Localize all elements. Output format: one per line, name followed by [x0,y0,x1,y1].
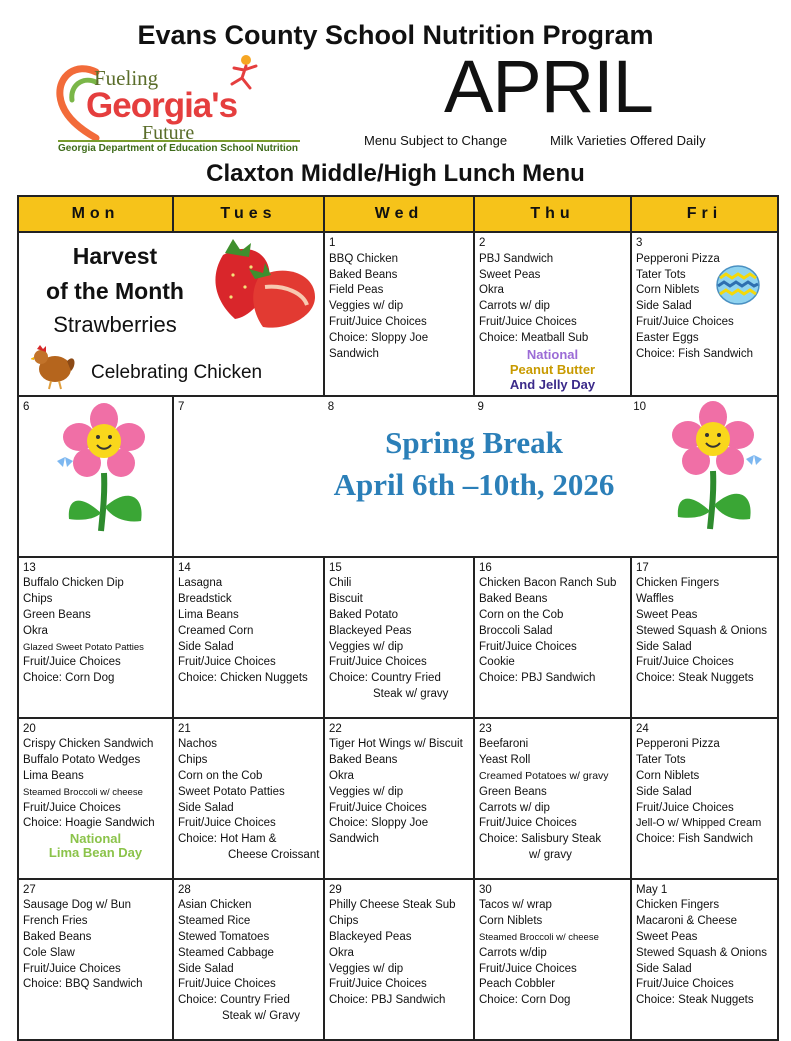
day-number: 16 [479,561,492,574]
harvest-block [25,239,205,339]
menu-item: Chips [329,915,359,928]
month-title: APRIL [444,45,653,128]
day-number: 14 [178,561,191,574]
menu-item: Side Salad [178,962,234,975]
week-row [18,396,778,557]
menu-item: Chicken Fingers [636,577,720,590]
menu-item: Field Peas [329,284,384,297]
menu-item: Chicken Fingers [636,899,720,912]
menu-item: Stewed Squash & Onions [636,624,768,637]
menu-item: Okra [479,284,504,297]
day-number: 29 [329,883,342,896]
menu-item: Sandwich [329,347,379,360]
menu-item: Fruit/Juice Choices [23,962,121,975]
day-number: May 1 [636,883,668,896]
celebrating-note: Celebrating Chicken [91,362,263,383]
menu-item: Choice: Sloppy Joe [329,817,429,830]
menu-item: Yeast Roll [479,754,531,767]
menu-item: Baked Beans [23,930,92,943]
day-number: 6 [23,400,30,413]
milk-note: Milk Varieties Offered Daily [550,133,706,148]
menu-item: Green Beans [479,785,547,798]
week-row [18,557,778,718]
menu-item: Veggies w/ dip [329,640,404,653]
day-number: 24 [636,722,649,735]
menu-item: Waffles [636,593,674,606]
menu-item: Okra [329,769,354,782]
weekday-header-row [18,196,778,232]
event-label: National [69,831,122,847]
menu-item: Veggies w/ dip [329,300,404,313]
menu-item: Okra [23,624,48,637]
day-number: 3 [636,237,643,249]
day-cell [631,557,778,718]
menu-item: Fruit/Juice Choices [329,656,427,669]
day-number: 15 [329,561,342,574]
day-cell [18,879,173,1040]
menu-item: Carrots w/ dip [479,801,550,814]
logo-divider [58,140,300,142]
menu-item: Fruit/Juice Choices [636,315,734,328]
menu-item: Lima Beans [178,608,239,621]
menu-item: Stewed Tomatoes [178,930,270,943]
day-number: 27 [23,883,36,896]
menu-item: Choice: Country Fried [178,994,290,1007]
menu-item: Steamed Broccoli w/ cheese [23,786,143,798]
menu-item: Side Salad [636,640,692,653]
menu-item: Okra [329,946,354,959]
menu-item: Easter Eggs [636,331,699,344]
harvest-title: Harvest [72,243,158,269]
menu-item: Sandwich [329,833,379,846]
menu-item: Fruit/Juice Choices [329,978,427,991]
menu-item: Chili [329,577,352,590]
menu-item: Green Beans [23,608,91,621]
logo-subtitle: Georgia Department of Education School Nutrition [58,143,299,154]
menu-item: Choice: Fish Sandwich [636,833,753,846]
menu-item: Carrots w/ dip [479,300,550,313]
menu-item: Crispy Chicken Sandwich [23,738,154,751]
day-cell [173,718,324,879]
menu-item: Beefaroni [479,738,529,751]
flower-icon [658,401,768,531]
menu-item: Sweet Peas [636,930,698,943]
menu-item: Choice: Sloppy Joe [329,331,429,344]
menu-item: Fruit/Juice Choices [178,656,276,669]
menu-item: Fruit/Juice Choices [178,817,276,830]
menu-item: Tater Tots [636,268,686,281]
menu-item: Choice: Steak Nuggets [636,994,754,1007]
weekday-header: Fri [631,196,778,232]
menu-item: Sweet Potato Patties [178,785,285,798]
event-label: National [526,346,579,362]
menu-item: Choice: BBQ Sandwich [23,978,143,991]
menu-item: Stewed Squash & Onions [636,946,768,959]
day-cell [18,396,173,557]
menu-item: Choice: Hoagie Sandwich [23,817,155,830]
menu-item: Lasagna [178,577,223,590]
menu-item: Pepperoni Pizza [636,252,720,265]
menu-item: Fruit/Juice Choices [636,656,734,669]
menu-item: Choice: PBJ Sandwich [329,994,446,1007]
menu-item: BBQ Chicken [329,252,399,265]
menu-item: Biscuit [329,593,363,606]
day-cell [324,232,474,396]
day-number: 28 [178,883,191,896]
menu-item: Fruit/Juice Choices [636,801,734,814]
logo-line2: Georgia's [86,86,238,125]
week-row [18,879,778,1040]
easter-egg-icon [716,264,760,306]
day-number: 8 [327,400,335,413]
menu-item: Veggies w/ dip [329,785,404,798]
hen-icon [31,343,77,391]
day-cell [18,718,173,879]
menu-item: Peach Cobbler [479,978,556,991]
menu-item: Sweet Peas [636,608,698,621]
menu-item: Fruit/Juice Choices [23,801,121,814]
menu-item: Blackeyed Peas [329,930,412,943]
menu-item: Corn Niblets [636,769,700,782]
menu-item: Choice: Fish Sandwich [636,347,753,360]
menu-item: Blackeyed Peas [329,624,412,637]
day-cell [324,557,474,718]
menu-item: Lima Beans [23,769,84,782]
week-row [18,232,778,396]
day-cell [474,718,631,879]
menu-item: French Fries [23,915,88,928]
menu-item: Choice: Chicken Nuggets [178,672,308,685]
menu-item: Steamed Cabbage [178,946,274,959]
day-number: 2 [479,237,486,249]
menu-item: Fruit/Juice Choices [479,817,577,830]
day-cell [474,557,631,718]
menu-item: Fruit/Juice Choices [479,640,577,653]
weekday-header: Tues [173,196,324,232]
menu-item: Cole Slaw [23,946,75,959]
menu-item: Fruit/Juice Choices [23,656,121,669]
menu-item: Asian Chicken [178,899,252,912]
menu-item: Steak w/ Gravy [222,1009,300,1022]
menu-item: Corn on the Cob [178,769,263,782]
menu-item: Steamed Broccoli w/ cheese [479,931,599,943]
event-label: Lima Bean Day [48,845,143,861]
menu-item: Side Salad [636,300,692,313]
day-number: 10 [633,400,647,413]
menu-item: Fruit/Juice Choices [329,801,427,814]
spring-break-title: Spring Break [385,424,563,460]
event-label: And Jelly Day [509,376,596,392]
menu-item: Breadstick [178,593,232,606]
day-number: 20 [23,722,36,735]
menu-item: Fruit/Juice Choices [329,315,427,328]
menu-item: Chips [178,754,208,767]
menu-calendar [17,195,779,1041]
menu-item: Macaroni & Cheese [636,915,737,928]
menu-item: Choice: Steak Nuggets [636,672,754,685]
logo [56,54,306,154]
menu-item: Side Salad [178,640,234,653]
day-number: 17 [636,561,649,574]
weekday-header: Wed [324,196,474,232]
menu-item: Sausage Dog w/ Bun [23,899,132,912]
day-cell [474,879,631,1040]
menu-item: Choice: PBJ Sandwich [479,672,596,685]
menu-item: Tiger Hot Wings w/ Biscuit [329,738,463,751]
day-cell [474,232,631,396]
day-cell [631,718,778,879]
menu-item: Sweet Peas [479,268,541,281]
menu-item: Cookie [479,656,515,669]
menu-item: Chips [23,593,53,606]
strawberry-icon [203,235,323,335]
day-number: 22 [329,722,342,735]
menu-item: Baked Beans [329,754,398,767]
menu-item: Side Salad [636,785,692,798]
menu-item: Veggies w/ dip [329,962,404,975]
day-number: 13 [23,561,36,574]
menu-item: Choice: Meatball Sub [479,331,589,344]
menu-item: Baked Potato [329,608,399,621]
harvest-cell [18,232,324,396]
menu-item: Corn on the Cob [479,608,564,621]
menu-item: Fruit/Juice Choices [479,315,577,328]
menu-item: Fruit/Juice Choices [636,978,734,991]
menu-item: w/ gravy [529,848,572,861]
menu-item: Jell-O w/ Whipped Cream [636,817,762,830]
week-row [18,718,778,879]
day-cell [173,879,324,1040]
menu-item: Buffalo Potato Wedges [23,754,141,767]
day-cell [631,879,778,1040]
menu-item: Corn Niblets [479,915,543,928]
spring-break-dates: April 6th –10th, 2026 [333,466,615,502]
harvest-fruit: Strawberries [53,312,177,337]
menu-item: Creamed Potatoes w/ gravy [479,769,609,782]
menu-item: Baked Beans [479,593,548,606]
day-number: 21 [178,722,191,735]
day-cell [631,232,778,396]
menu-item: Nachos [178,738,217,751]
weekday-header: Mon [18,196,173,232]
menu-item: Choice: Corn Dog [479,994,571,1007]
menu-item: Carrots w/dip [479,946,547,959]
menu-item: Choice: Country Fried [329,672,441,685]
menu-item: Choice: Corn Dog [23,672,115,685]
weekday-header: Thu [474,196,631,232]
menu-item: Broccoli Salad [479,624,553,637]
menu-note: Menu Subject to Change [364,133,508,148]
day-number: 23 [479,722,492,735]
menu-item: Buffalo Chicken Dip [23,577,124,590]
menu-item: Tacos w/ wrap [479,899,552,912]
menu-item: Side Salad [636,962,692,975]
menu-item: Steamed Rice [178,915,251,928]
menu-item: Glazed Sweet Potato Patties [23,641,144,653]
menu-item: PBJ Sandwich [479,252,554,265]
menu-item: Fruit/Juice Choices [178,978,276,991]
day-cell [18,557,173,718]
event-label: Peanut Butter [509,361,596,377]
menu-subtitle: Claxton Middle/High Lunch Menu [206,160,585,187]
menu-item: Fruit/Juice Choices [479,962,577,975]
day-number: 7 [178,400,185,413]
menu-item: Corn Niblets [636,284,700,297]
day-cell [324,879,474,1040]
menu-item: Side Salad [178,801,234,814]
flower-icon [49,403,159,533]
menu-item: Choice: Salisbury Steak [479,833,602,846]
menu-item: Steak w/ gravy [373,687,449,700]
logo-line3: Future [142,122,195,144]
menu-item: Tater Tots [636,754,686,767]
day-cell [324,718,474,879]
page-title: Evans County School Nutrition Program [137,20,654,50]
menu-item: Baked Beans [329,268,398,281]
menu-item: Philly Cheese Steak Sub [329,899,456,912]
menu-item: Cheese Croissant [228,848,320,861]
day-number: 30 [479,883,492,896]
harvest-title: of the Month [46,278,184,304]
menu-item: Creamed Corn [178,624,254,637]
menu-item: Pepperoni Pizza [636,738,720,751]
day-number: 9 [477,400,484,413]
day-number: 1 [329,237,336,249]
day-cell [173,557,324,718]
menu-item: Choice: Hot Ham & [178,833,277,846]
logo-line1: Fueling [94,66,159,90]
menu-item: Chicken Bacon Ranch Sub [479,577,617,590]
spring-break-cell [173,396,778,557]
